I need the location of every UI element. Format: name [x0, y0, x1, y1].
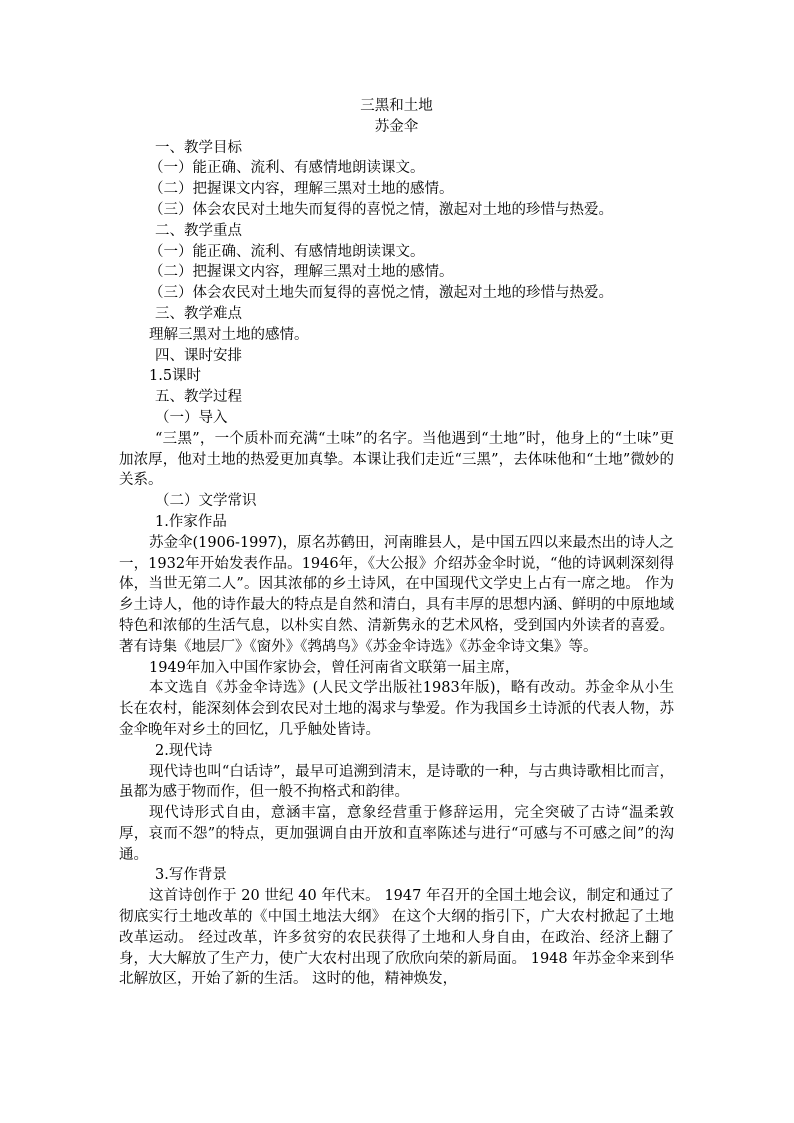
subsection-heading-literature: （二）文学常识 — [155, 493, 257, 510]
section-heading-difficulty: 三、教学难点 — [155, 305, 242, 322]
subsection-heading-intro: （一）导入 — [155, 409, 228, 426]
background-paragraph: 这首诗创作于 20 世纪 40 年代末。 1947 年召开的全国土地会议，制定和通过了彻底实行土地改革的《中国土地法大纲》 在这个大纲的指引下，广大农村掀起了土地改革运动。 经过改革，许多贫穷的农民获得了土地和人身自由，在政治、经济上翻了身，大大解放了生产力，使广大农村出现了欣欣向荣的新局面。 1948 年苏金伞来到华北解放区，开始了新的生活。 这时的他，精神焕发， — [119, 888, 674, 988]
item-heading-author-works: 1.作家作品 — [155, 513, 227, 530]
document-body — [119, 96, 674, 990]
section-heading-schedule: 四、课时安排 — [155, 347, 242, 364]
schedule-text: 1.5课时 — [149, 368, 202, 385]
section-heading-process: 五、教学过程 — [155, 389, 242, 406]
item-heading-background: 3.写作背景 — [155, 867, 227, 884]
key-point-item-3: （三）体会农民对土地失而复得的喜悦之情，激起对土地的珍惜与热爱。 — [149, 285, 613, 302]
item-heading-modern-poetry: 2.现代诗 — [155, 742, 213, 759]
difficulty-text: 理解三黑对土地的感情。 — [149, 326, 309, 343]
key-point-item-2: （二）把握课文内容，理解三黑对土地的感情。 — [149, 264, 454, 281]
objective-item-2: （二）把握课文内容，理解三黑对土地的感情。 — [149, 181, 454, 198]
section-heading-objectives: 一、教学目标 — [155, 139, 242, 156]
modern-poetry-paragraph-1: 现代诗也叫“白话诗”，最早可追溯到清末，是诗歌的一种，与古典诗歌相比而言，虽都为感于物而作，但一般不拘格式和韵律。 — [119, 763, 674, 801]
objective-item-3: （三）体会农民对土地失而复得的喜悦之情，激起对土地的珍惜与热爱。 — [149, 201, 613, 218]
document-author: 苏金伞 — [374, 118, 419, 135]
source-paragraph: 本文选自《苏金伞诗选》(人民文学出版社1983年版)，略有改动。苏金伞从小生长在农村，能深刻体会到农民对土地的渴求与挚爱。作为我国乡土诗派的代表人物，苏金伞晚年对乡土的回忆，几乎触处皆诗。 — [119, 680, 674, 738]
key-point-item-1: （一）能正确、流利、有感情地朗读课文。 — [149, 243, 425, 260]
document-title: 三黑和土地 — [360, 98, 433, 114]
author-paragraph: 苏金伞(1906-1997)，原名苏鹤田，河南睢县人，是中国五四以来最杰出的诗人之一，1932年开始发表作品。1946年，《大公报》介绍苏金伞时说，“他的诗讽刺深刻得体，当世无第二人”。因其浓郁的乡土诗风，在中国现代文学史上占有一席之地。 作为乡土诗人，他的诗作最大的特点是自然和清白，具有丰厚的思想内涵、鲜明的中原地域特色和浓郁的生活气息，以朴实自然、清新隽永的艺术风格，受到国内外读者的喜爱。著有诗集《地层厂》《窗外》《鹁鸪鸟》《苏金伞诗选》《苏金伞诗文集》等。 — [119, 534, 675, 655]
author-paragraph-2: 1949年加入中国作家协会，曾任河南省文联第一届主席， — [149, 659, 520, 676]
intro-paragraph: “三黑”，一个质朴而充满“土味”的名字。当他遇到“土地”时，他身上的“土味”更加浓厚，他对土地的热爱更加真挚。本课让我们走近“三黑”，去体味他和“土地”微妙的关系。 — [119, 430, 674, 489]
modern-poetry-paragraph-2: 现代诗形式自由，意涵丰富，意象经营重于修辞运用，完全突破了古诗“温柔敦厚，哀而不怨”的特点，更加强调自由开放和直率陈述与进行“可感与不可感之间”的沟通。 — [119, 805, 674, 863]
section-heading-key-points: 二、教学重点 — [155, 222, 242, 239]
objective-item-1: （一）能正确、流利、有感情地朗读课文。 — [149, 160, 425, 177]
